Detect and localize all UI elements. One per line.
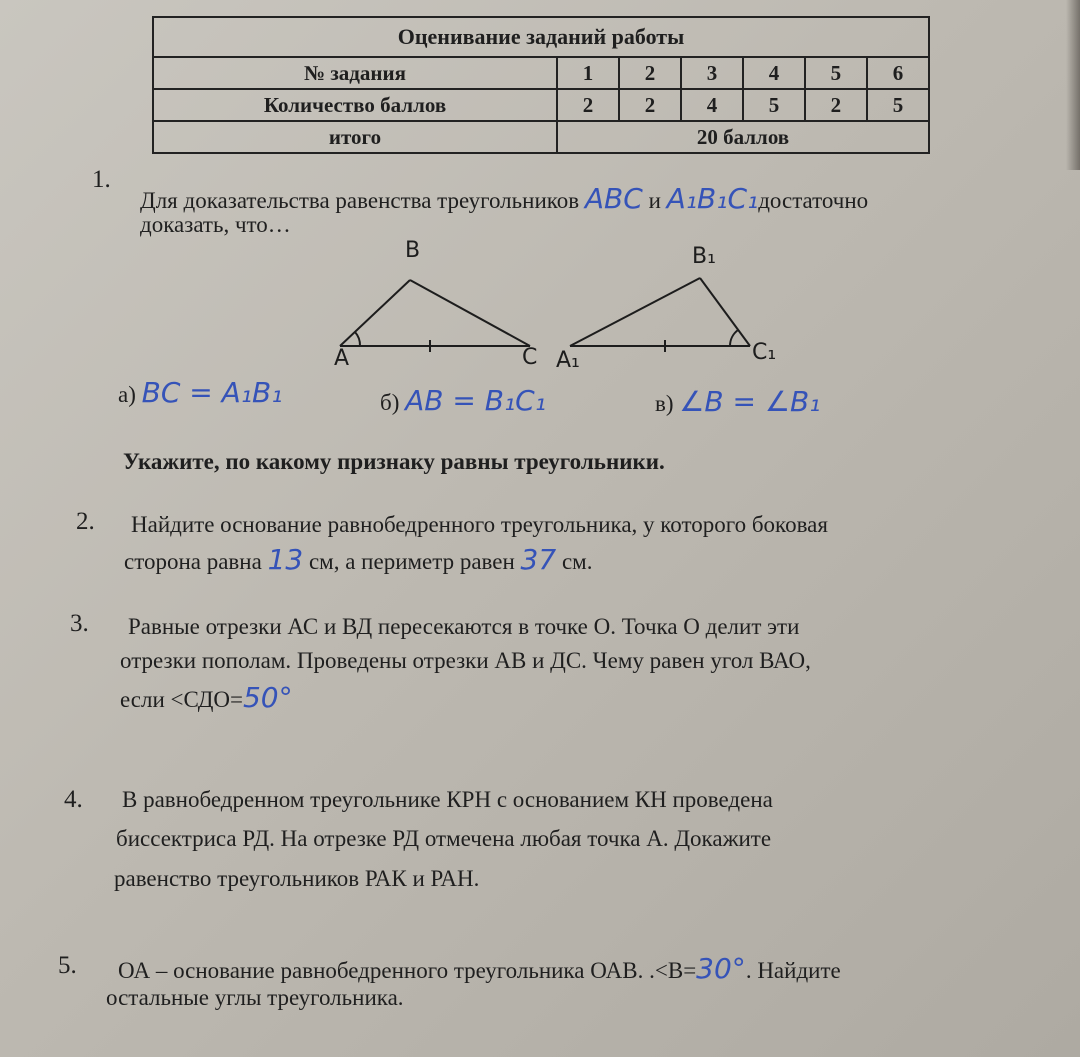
- points-cell: 2: [619, 89, 681, 121]
- task-cell: 3: [681, 57, 743, 89]
- q5-text: . Найдите: [745, 958, 841, 983]
- side-a1b1: [570, 278, 700, 346]
- q2-text: см, а периметр равен: [308, 549, 515, 574]
- question-1-line-2: доказать, что…: [140, 212, 291, 237]
- scoring-table: [152, 16, 930, 154]
- option-a: [118, 376, 282, 409]
- option-a-label: а): [118, 382, 136, 407]
- question-number: 1.: [92, 166, 111, 193]
- points-cell: 2: [805, 89, 867, 121]
- question-3-line-3: [120, 681, 293, 714]
- vertex-a-label: A: [334, 346, 350, 371]
- table-title: Оценивание заданий работы: [153, 17, 929, 57]
- handwritten-angle-b: 30°: [696, 952, 746, 985]
- option-a-handwriting: BC = A₁B₁: [141, 376, 283, 409]
- option-c-label: в): [655, 391, 674, 416]
- task-number-label: № задания: [153, 57, 557, 89]
- points-cell: 5: [743, 89, 805, 121]
- question-number: 5.: [58, 952, 77, 979]
- total-value: 20 баллов: [557, 121, 929, 153]
- q5-text: ОА – основание равнобедренного треугольника ОАВ. .<В=: [118, 958, 697, 983]
- question-1-line-1: [140, 182, 868, 215]
- question-2-line-2: [124, 543, 592, 576]
- question-5-line-1: [118, 952, 841, 985]
- handwritten-abc: ABC: [584, 182, 643, 215]
- angle-c1-arc: [730, 330, 738, 346]
- side-bc: [410, 280, 530, 346]
- handwritten-side-length: 13: [267, 543, 304, 576]
- table-row: [153, 57, 929, 89]
- handwritten-a1b1c1: A₁B₁C₁: [666, 182, 759, 215]
- option-c: [655, 385, 820, 418]
- question-4-line-1: В равнобедренном треугольнике КРН с основанием КН проведена: [122, 787, 773, 812]
- angle-a-arc: [355, 332, 360, 346]
- option-b-handwriting: AB = B₁C₁: [405, 384, 546, 417]
- page-edge-shadow: [1066, 0, 1080, 170]
- question-3-line-2: отрезки пополам. Проведены отрезки АВ и ДС. Чему равен угол ВАО,: [120, 648, 811, 673]
- points-cell: 5: [867, 89, 929, 121]
- points-cell: 2: [557, 89, 619, 121]
- task-cell: 5: [805, 57, 867, 89]
- total-label: итого: [153, 121, 557, 153]
- option-b: [380, 384, 546, 417]
- task-cell: 4: [743, 57, 805, 89]
- vertex-b-label: B: [405, 238, 421, 263]
- q3-text: если <СДО=: [120, 687, 243, 712]
- side-b1c1: [700, 278, 750, 346]
- question-number: 3.: [70, 610, 89, 637]
- vertex-c-label: C: [522, 345, 538, 370]
- question-4-line-3: равенство треугольников РАК и РАН.: [114, 866, 480, 891]
- question-number: 2.: [76, 508, 95, 535]
- vertex-c1-label: C₁: [752, 340, 777, 365]
- option-b-label: б): [380, 390, 400, 415]
- side-ab: [340, 280, 410, 346]
- points-label: Количество баллов: [153, 89, 557, 121]
- task-cell: 6: [867, 57, 929, 89]
- question-1-instruction: Укажите, по какому признаку равны треугольники.: [123, 449, 665, 474]
- points-cell: 4: [681, 89, 743, 121]
- question-5-line-2: остальные углы треугольника.: [106, 985, 404, 1010]
- q1-text: Для доказательства равенства треугольников: [140, 188, 580, 213]
- task-cell: 1: [557, 57, 619, 89]
- table-row: [153, 89, 929, 121]
- q1-and: и: [648, 188, 661, 213]
- option-c-handwriting: ∠B = ∠B₁: [679, 385, 821, 418]
- question-number: 4.: [64, 786, 83, 813]
- handwritten-angle-cdo: 50°: [242, 681, 293, 714]
- q2-text: сторона равна: [124, 549, 262, 574]
- question-2-line-1: Найдите основание равнобедренного треугольника, у которого боковая: [131, 512, 828, 537]
- q1-text-end: достаточно: [758, 188, 869, 213]
- q2-text: см.: [561, 549, 593, 574]
- task-cell: 2: [619, 57, 681, 89]
- question-3-line-1: Равные отрезки АС и ВД пересекаются в точке О. Точка О делит эти: [128, 614, 800, 639]
- vertex-a1-label: A₁: [556, 348, 580, 373]
- vertex-b1-label: B₁: [692, 244, 716, 269]
- handwritten-perimeter: 37: [520, 543, 557, 576]
- table-row: [153, 121, 929, 153]
- question-4-line-2: биссектриса РД. На отрезке РД отмечена любая точка А. Докажите: [116, 826, 772, 851]
